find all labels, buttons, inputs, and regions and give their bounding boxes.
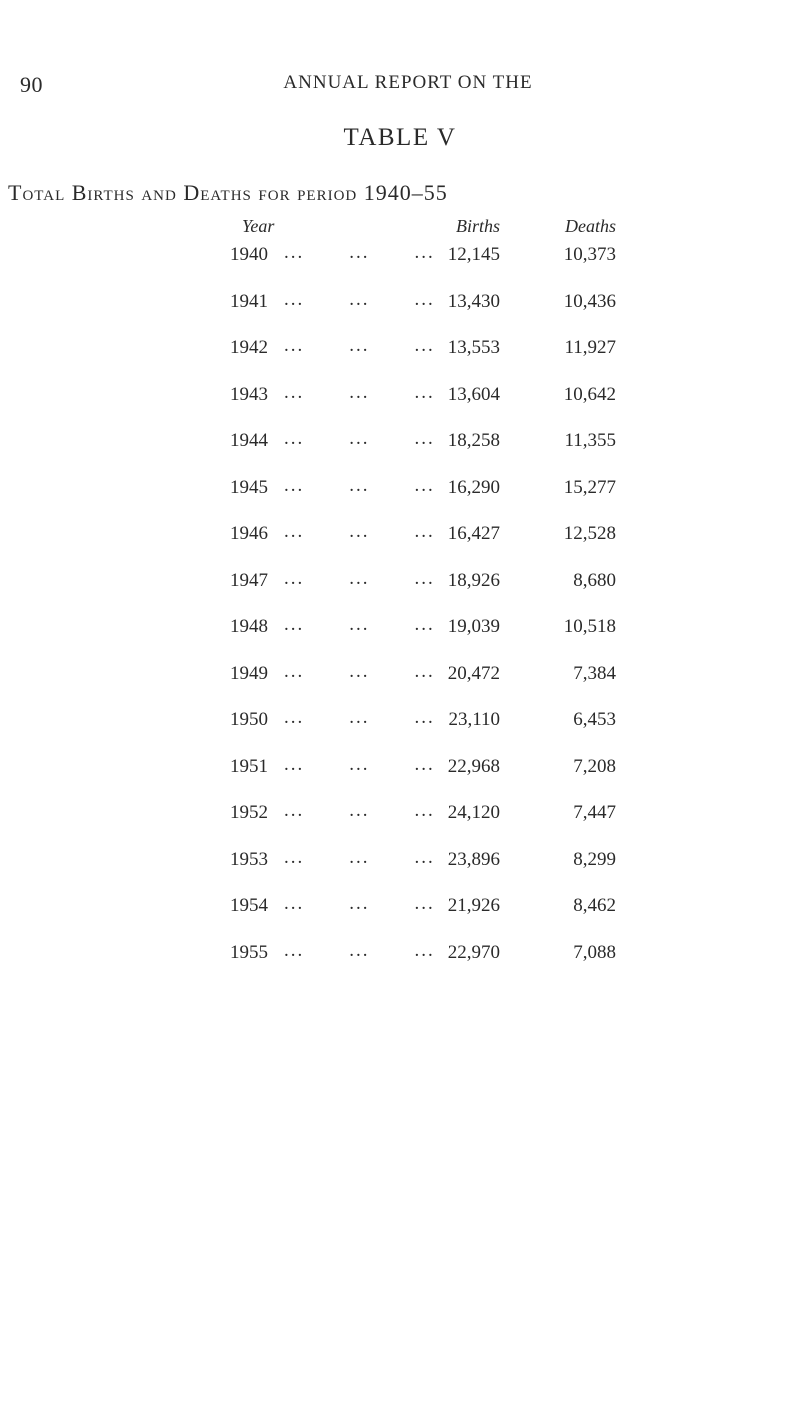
row-deaths: 11,355: [564, 430, 616, 451]
row-births: 24,120: [447, 802, 500, 823]
row-births: 19,039: [447, 616, 500, 637]
table-caption: Total Births and Deaths for period 1940–55: [8, 180, 448, 205]
dot-leader-segment: ...: [284, 614, 305, 635]
row-dot-leader: [284, 428, 454, 450]
row-deaths: 8,462: [573, 895, 616, 916]
row-births: 18,258: [447, 430, 500, 451]
dot-leader-segment: ...: [284, 288, 305, 310]
row-dot-leader: [284, 289, 454, 311]
row-dot-leader: [284, 940, 454, 962]
table-row: [0, 660, 800, 710]
dot-leader-segment: ...: [284, 381, 305, 403]
row-births: 22,968: [447, 755, 500, 777]
row-births: 16,427: [447, 523, 500, 544]
dot-leader-segment: ...: [414, 660, 435, 682]
dot-leader-segment: ...: [414, 428, 435, 449]
dot-leader-segment: ...: [284, 939, 305, 961]
row-year: 1955: [230, 941, 268, 963]
row-year: 1954: [230, 895, 268, 916]
dot-leader-segment: ...: [284, 800, 305, 821]
row-dot-leader: [284, 847, 454, 869]
row-year: 1948: [230, 616, 268, 637]
row-births: 13,430: [447, 290, 500, 312]
dot-leader-segment: ...: [284, 474, 305, 496]
dot-leader-segment: ...: [414, 614, 435, 635]
table-row: [0, 337, 800, 384]
table-row: [0, 753, 800, 803]
dot-leader-segment: ...: [414, 567, 435, 589]
row-dot-leader: [284, 521, 454, 543]
row-births: 13,553: [447, 337, 500, 358]
row-year: 1943: [230, 383, 268, 405]
dot-leader-segment: ...: [414, 474, 435, 496]
dot-leader-segment: ...: [414, 753, 435, 775]
row-dot-leader: [284, 707, 454, 729]
row-deaths: 15,277: [563, 476, 616, 498]
table-row: [0, 939, 800, 989]
dot-leader-segment: ...: [349, 660, 370, 682]
dot-leader-segment: ...: [349, 335, 370, 356]
dot-leader-segment: ...: [284, 846, 305, 868]
table-row: [0, 846, 800, 896]
row-dot-leader: [284, 614, 454, 636]
running-head: ANNUAL REPORT ON THE: [283, 72, 533, 93]
row-dot-leader: [284, 475, 454, 497]
dot-leader-segment: ...: [349, 567, 370, 589]
row-year: 1946: [230, 523, 268, 544]
table-row: [0, 288, 800, 338]
dot-leader-segment: ...: [349, 846, 370, 868]
row-year: 1942: [230, 337, 268, 358]
row-deaths: 10,642: [563, 383, 616, 405]
row-births: 12,145: [447, 244, 500, 265]
page-number: 90: [20, 72, 43, 97]
table-title: TABLE V: [343, 124, 457, 151]
row-deaths: 10,373: [563, 244, 616, 265]
row-births: 13,604: [447, 383, 500, 405]
row-deaths: 12,528: [563, 523, 616, 544]
dot-leader-segment: ...: [284, 660, 305, 682]
dot-leader-segment: ...: [349, 707, 370, 728]
dot-leader-segment: ...: [414, 335, 435, 356]
dot-leader-segment: ...: [284, 242, 305, 263]
table-row: [0, 474, 800, 524]
dot-leader-segment: ...: [284, 893, 305, 914]
table-row: [0, 802, 800, 849]
row-dot-leader: [284, 335, 454, 357]
column-header-year: Year: [242, 216, 275, 236]
row-deaths: 8,680: [573, 569, 616, 591]
row-deaths: 6,453: [573, 709, 616, 730]
dot-leader-segment: ...: [284, 521, 305, 542]
dot-leader-segment: ...: [414, 846, 435, 868]
row-dot-leader: [284, 242, 454, 264]
table-row: [0, 430, 800, 477]
row-deaths: 7,208: [573, 755, 616, 777]
row-year: 1950: [230, 709, 268, 730]
row-births: 16,290: [447, 476, 500, 498]
row-year: 1952: [230, 802, 268, 823]
row-deaths: 7,447: [573, 802, 616, 823]
row-births: 23,110: [448, 709, 500, 730]
row-dot-leader: [284, 893, 454, 915]
row-deaths: 7,384: [573, 662, 616, 684]
row-births: 23,896: [447, 848, 500, 870]
dot-leader-segment: ...: [349, 939, 370, 961]
dot-leader-segment: ...: [414, 381, 435, 403]
row-year: 1945: [230, 476, 268, 498]
table-row: [0, 895, 800, 942]
row-deaths: 10,436: [563, 290, 616, 312]
row-dot-leader: [284, 382, 454, 404]
row-year: 1944: [230, 430, 268, 451]
row-dot-leader: [284, 661, 454, 683]
dot-leader-segment: ...: [349, 800, 370, 821]
column-header-deaths-label: Deaths: [565, 216, 616, 236]
column-header-births-label: Births: [455, 216, 500, 236]
dot-leader-segment: ...: [349, 288, 370, 310]
dot-leader-segment: ...: [414, 521, 435, 542]
dot-leader-segment: ...: [349, 381, 370, 403]
table-row: [0, 244, 800, 291]
row-dot-leader: [284, 800, 454, 822]
dot-leader-segment: ...: [284, 428, 305, 449]
dot-leader-segment: ...: [284, 753, 305, 775]
table-row: [0, 709, 800, 756]
row-year: 1941: [230, 290, 268, 312]
dot-leader-segment: ...: [414, 288, 435, 310]
dot-leader-segment: ...: [349, 614, 370, 635]
births-deaths-table: [0, 244, 800, 988]
row-dot-leader: [284, 754, 454, 776]
dot-leader-segment: ...: [284, 707, 305, 728]
row-deaths: 11,927: [564, 337, 616, 358]
dot-leader-segment: ...: [349, 753, 370, 775]
dot-leader-segment: ...: [414, 893, 435, 914]
row-births: 21,926: [447, 895, 500, 916]
dot-leader-segment: ...: [349, 474, 370, 496]
row-deaths: 10,518: [563, 616, 616, 637]
table-row: [0, 381, 800, 431]
row-year: 1947: [230, 569, 268, 591]
dot-leader-segment: ...: [349, 428, 370, 449]
row-year: 1940: [230, 244, 268, 265]
row-births: 22,970: [447, 941, 500, 963]
row-year: 1951: [230, 755, 268, 777]
table-row: [0, 523, 800, 570]
dot-leader-segment: ...: [284, 567, 305, 589]
row-year: 1953: [230, 848, 268, 870]
row-dot-leader: [284, 568, 454, 590]
dot-leader-segment: ...: [414, 707, 435, 728]
dot-leader-segment: ...: [414, 939, 435, 961]
dot-leader-segment: ...: [414, 242, 435, 263]
dot-leader-segment: ...: [414, 800, 435, 821]
table-row: [0, 567, 800, 617]
row-deaths: 7,088: [573, 941, 616, 963]
row-births: 18,926: [447, 569, 500, 591]
row-deaths: 8,299: [573, 848, 616, 870]
dot-leader-segment: ...: [349, 893, 370, 914]
dot-leader-segment: ...: [284, 335, 305, 356]
table-row: [0, 616, 800, 663]
row-year: 1949: [230, 662, 268, 684]
dot-leader-segment: ...: [349, 242, 370, 263]
dot-leader-segment: ...: [349, 521, 370, 542]
row-births: 20,472: [447, 662, 500, 684]
